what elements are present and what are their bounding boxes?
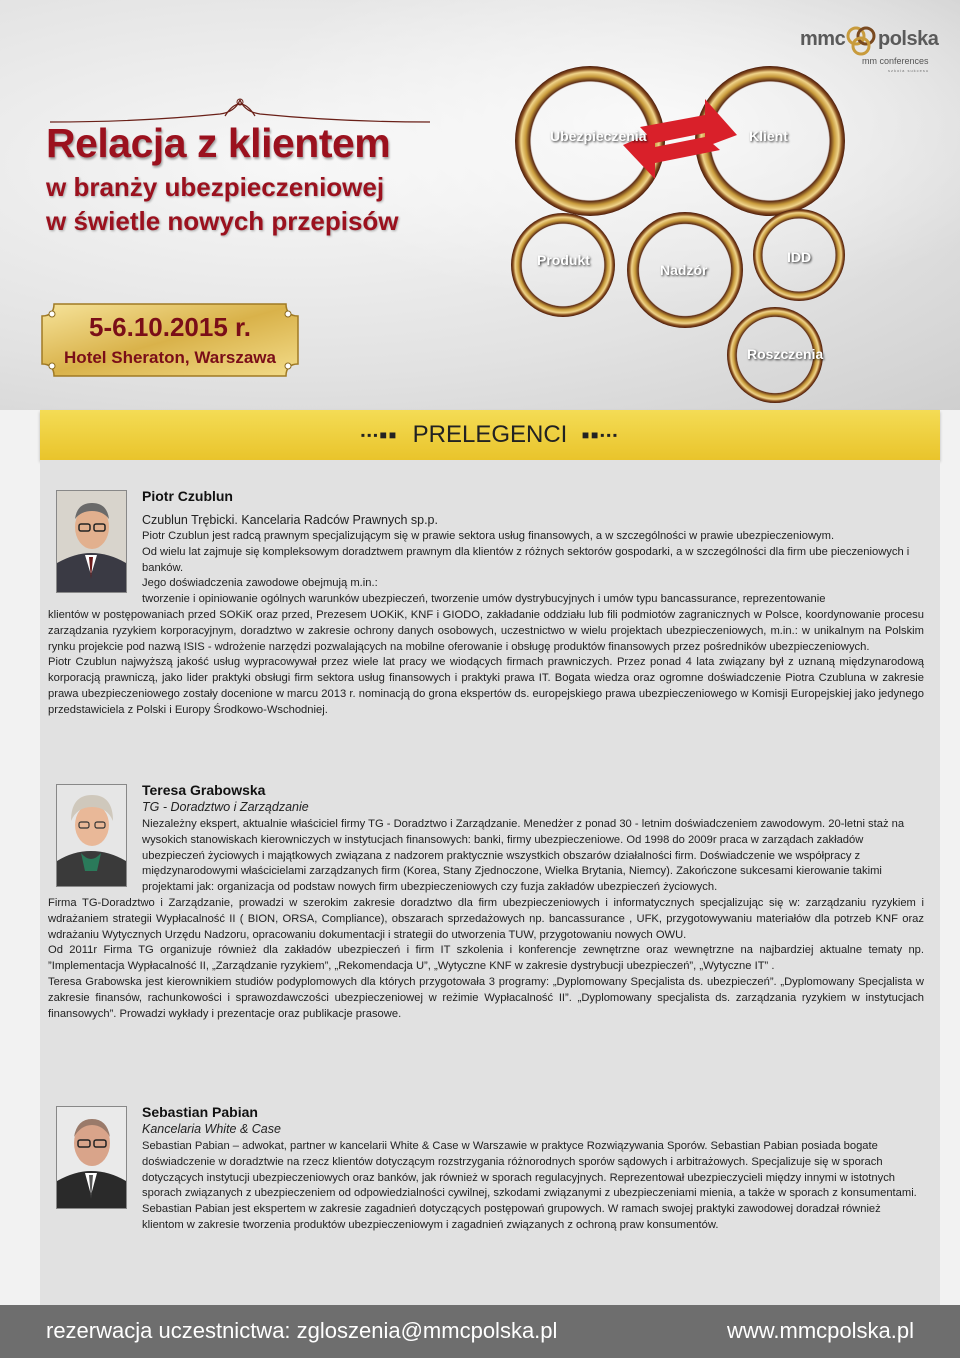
topic-diagram [505, 55, 850, 410]
event-date: 5-6.10.2015 r. [89, 312, 251, 342]
logo-rings-icon [844, 24, 878, 58]
banner-label: PRELEGENCI [412, 421, 568, 448]
ring-label-klient: Klient [749, 128, 788, 144]
speaker-bio-paragraph: klientów w postępowaniach przed SOKiK oraz przed, Prezesem UOKiK, KNF i GIODO, zakładanie oddziału lub fili podmiotów zagranicznych w Polsce, koordynowanie procesu zarządzania ryzykiem korporacyjnym, doradztwo w zakresie ochrony danych osobowych, uczestnictwo w wielu projektach ubezpieczeniowych, m.in.: w unikalnym na Polskim rynku projekcie pod nazwą ISIS - wdrożenie narzędzi pozwalających na mobilne oferowanie i obsługę produktów finansowych przez pośredników ubezpieczeniowych. [48, 608, 924, 653]
speaker-bio-paragraph: Sebastian Pabian – adwokat, partner w kancelarii White & Case w Warszawie w praktyce Rozwiązywania Sporów. Sebastian Pabian posiada bogate doświadczenie w doradztwie na rzecz klientów dotyczącym rozstrzygania różnorodnych sporów sądowych i arbitrażowych. Specjalizuje się w sporach dotyczących instytucji ubezpieczeniowych oraz banków, jak również w sporach regulacyjnych. Reprezentował ubezpieczycieli między innymi w istotnych sporach związanych z ubezpieczeniem od odpowiedzialności cywilnej, szkodami związanymi z ubezpieczeniami mienia, a także w sporach z konsumentami. Sebastian Pabian jest ekspertem w zakresie zagadnień dotyczących postępowań grupowych. W ramach swojej praktyki zawodowej doradzał również klientom w zakresie tworzenia produktów ubezpieczeniowym i zagadnień związanych z ochroną praw konsumentów. [142, 1140, 917, 1231]
logo-tagline: szkoła sukcesu [888, 68, 930, 73]
speakers-section [40, 460, 940, 1305]
speaker-bio-paragraph: Piotr Czublun najwyższą jakość usług wypracowywał przez wiele lat pracy we wiodących firmach prawniczych. Przez ponad 4 lata związany był z uznaną międzynarodową korporacją prawniczą, jako lider praktyki obsługi firm sektora usług finansowych i praktyki prawa IT. Bogata wiedza oraz ogromne doświadczenie Piotra Czubluna w zakresie prawa ubezpieczeniowego zostały docenione w marcu 2013 r. nominacją do grona ekspertów ds. europejskiego prawa ubezpieczeniowego w Komisji Europejskiej jako jedynego przedstawiciela z Polski i Europy Środkowo-Wschodniej. [48, 656, 924, 716]
date-plaque [40, 302, 300, 378]
speaker-bio-paragraph: Firma TG-Doradztwo i Zarządzanie, prowadzi w szerokim zakresie doradztwo dla firm ubezpieczeniowych i informatycznych specjalizując się w: zarządzaniu ryzykiem i wdrażaniem strategii Wypłacalność II ( BION, ORSA, Compliance), obszarach sprzedażowych np. bancassurance , UFK, przygotowywaniu materiałów dla potrzeb KNF oraz wdrażaniu Wytycznych Urzędu Nadzoru, opracowaniu dokumentacji i strategii do utworzenia TUW, przygotowaniu nowych OWU. [48, 896, 924, 941]
event-venue: Hotel Sheraton, Warszawa [64, 348, 276, 367]
speaker-bio-paragraph: Niezależny ekspert, aktualnie właściciel firmy TG - Doradztwo i Zarządzanie. Menedżer z ponad 30 - letnim doświadczeniem zawodowym. 20-letni staż na wysokich stanowiskach kierowniczych w instytucjach finansowych: banki, firmy ubezpieczeniowe. Od 1998 do 2009r praca w zarządach zakładów ubezpieczeń życiowych i majątkowych związana z nadzorem praktycznie wszystkich obszarów działalności firm. Doświadczenie we współpracy z międzynarodowymi właścicielami zarządzanych firm (Korea, Stany Zjednoczone, Wielka Brytania, Niemcy). Zakończone sukcesami kierowanie takimi projektami jak: organizacja od podstaw nowych firm ubezpieczeniowych czy fuzja zakładów ubezpieczeń życiowych. [142, 818, 905, 894]
logo-subtitle: mm conferences [862, 56, 929, 66]
speaker-bio-paragraph: tworzenie i opiniowanie ogólnych warunków ubezpieczeń, tworzenie umów dystrybucyjnych i umów typu bancassurance, reprezentowanie [142, 593, 826, 606]
ring-label-ubezpieczenia: Ubezpieczenia [550, 128, 647, 144]
speaker-name: Sebastian Pabian [142, 1104, 258, 1120]
ring-label-idd: IDD [787, 249, 812, 265]
speakers-banner [40, 410, 940, 460]
ring-label-produkt: Produkt [537, 252, 590, 268]
event-subtitle-line2: w świetle nowych przepisów [46, 206, 399, 236]
footer [0, 1305, 960, 1358]
registration-contact-link[interactable]: rezerwacja uczestnictwa: zgloszenia@mmcpolska.pl [46, 1318, 558, 1343]
banner-dots-right: ■■▪▪▪ [581, 428, 620, 442]
ring-label-roszczenia: Roszczenia [747, 346, 824, 362]
speaker-organization: Kancelaria White & Case [142, 1122, 281, 1136]
ring-label-nadzor: Nadzór [660, 262, 708, 278]
header [0, 0, 960, 410]
speaker-organization: TG - Doradztwo i Zarządzanie [142, 800, 309, 814]
logo-text-left: mmc [800, 28, 846, 50]
speaker-name: Teresa Grabowska [142, 782, 266, 798]
speaker-bio-paragraph: Piotr Czublun jest radcą prawnym specjalizującym się w prawie sektora usług finansowych, a w szczególności w prawie ubezpieczeniowym. [142, 530, 835, 542]
event-title: Relacja z klientem [46, 120, 391, 166]
speaker-bio-paragraph: Od wielu lat zajmuje się kompleksowym doradztwem prawnym dla klientów z różnych sektorów gospodarki, a w szczególności dla firm ube pieczeniowych i banków. [142, 545, 910, 574]
speaker-bio-paragraph: Jego doświadczenia zawodowe obejmują m.in.: [142, 577, 378, 590]
website-link[interactable]: www.mmcpolska.pl [726, 1318, 914, 1343]
speaker-organization: Czublun Trębicki. Kancelaria Radców Prawnych sp.p. [142, 513, 438, 527]
event-subtitle-line1: w branży ubezpieczeniowej [46, 172, 385, 202]
speaker-bio-paragraph: Teresa Grabowska jest kierownikiem studiów podyplomowych dla których przygotowała 3 programy: „Dyplomowany Specjalista ds. ubezpieczeń”. „Dyplomowany Specjalista w zakresie finansów, rachunkowości i sprawozdawczości ubezpieczeniowej w reżimie Wypłacalność II”. „Dyplomowany specjalista ds. zarządzania ryzykiem w instytucjach finansowych”. Prowadzi wykłady i prezentacje oraz publikacje prasowe. [48, 975, 924, 1020]
logo-text-right: polska [878, 28, 939, 50]
banner-dots-left: ▪▪▪■■ [360, 428, 399, 442]
speaker-name: Piotr Czublun [142, 488, 233, 504]
speaker-bio-paragraph: Od 2011r Firma TG organizuje również dla zakładów ubezpieczeń i firm IT szkolenia i konferencje zewnętrzne oraz wewnętrzne na najbardziej aktualne tematy np. ”Implementacja Wypłacalność II, „Zarządzanie ryzykiem”, „Rekomendacja U”, „Wytyczne KNF w zakresie dystrybucji ubezpieczeń”, „Wytyczne IT” . [48, 944, 924, 973]
